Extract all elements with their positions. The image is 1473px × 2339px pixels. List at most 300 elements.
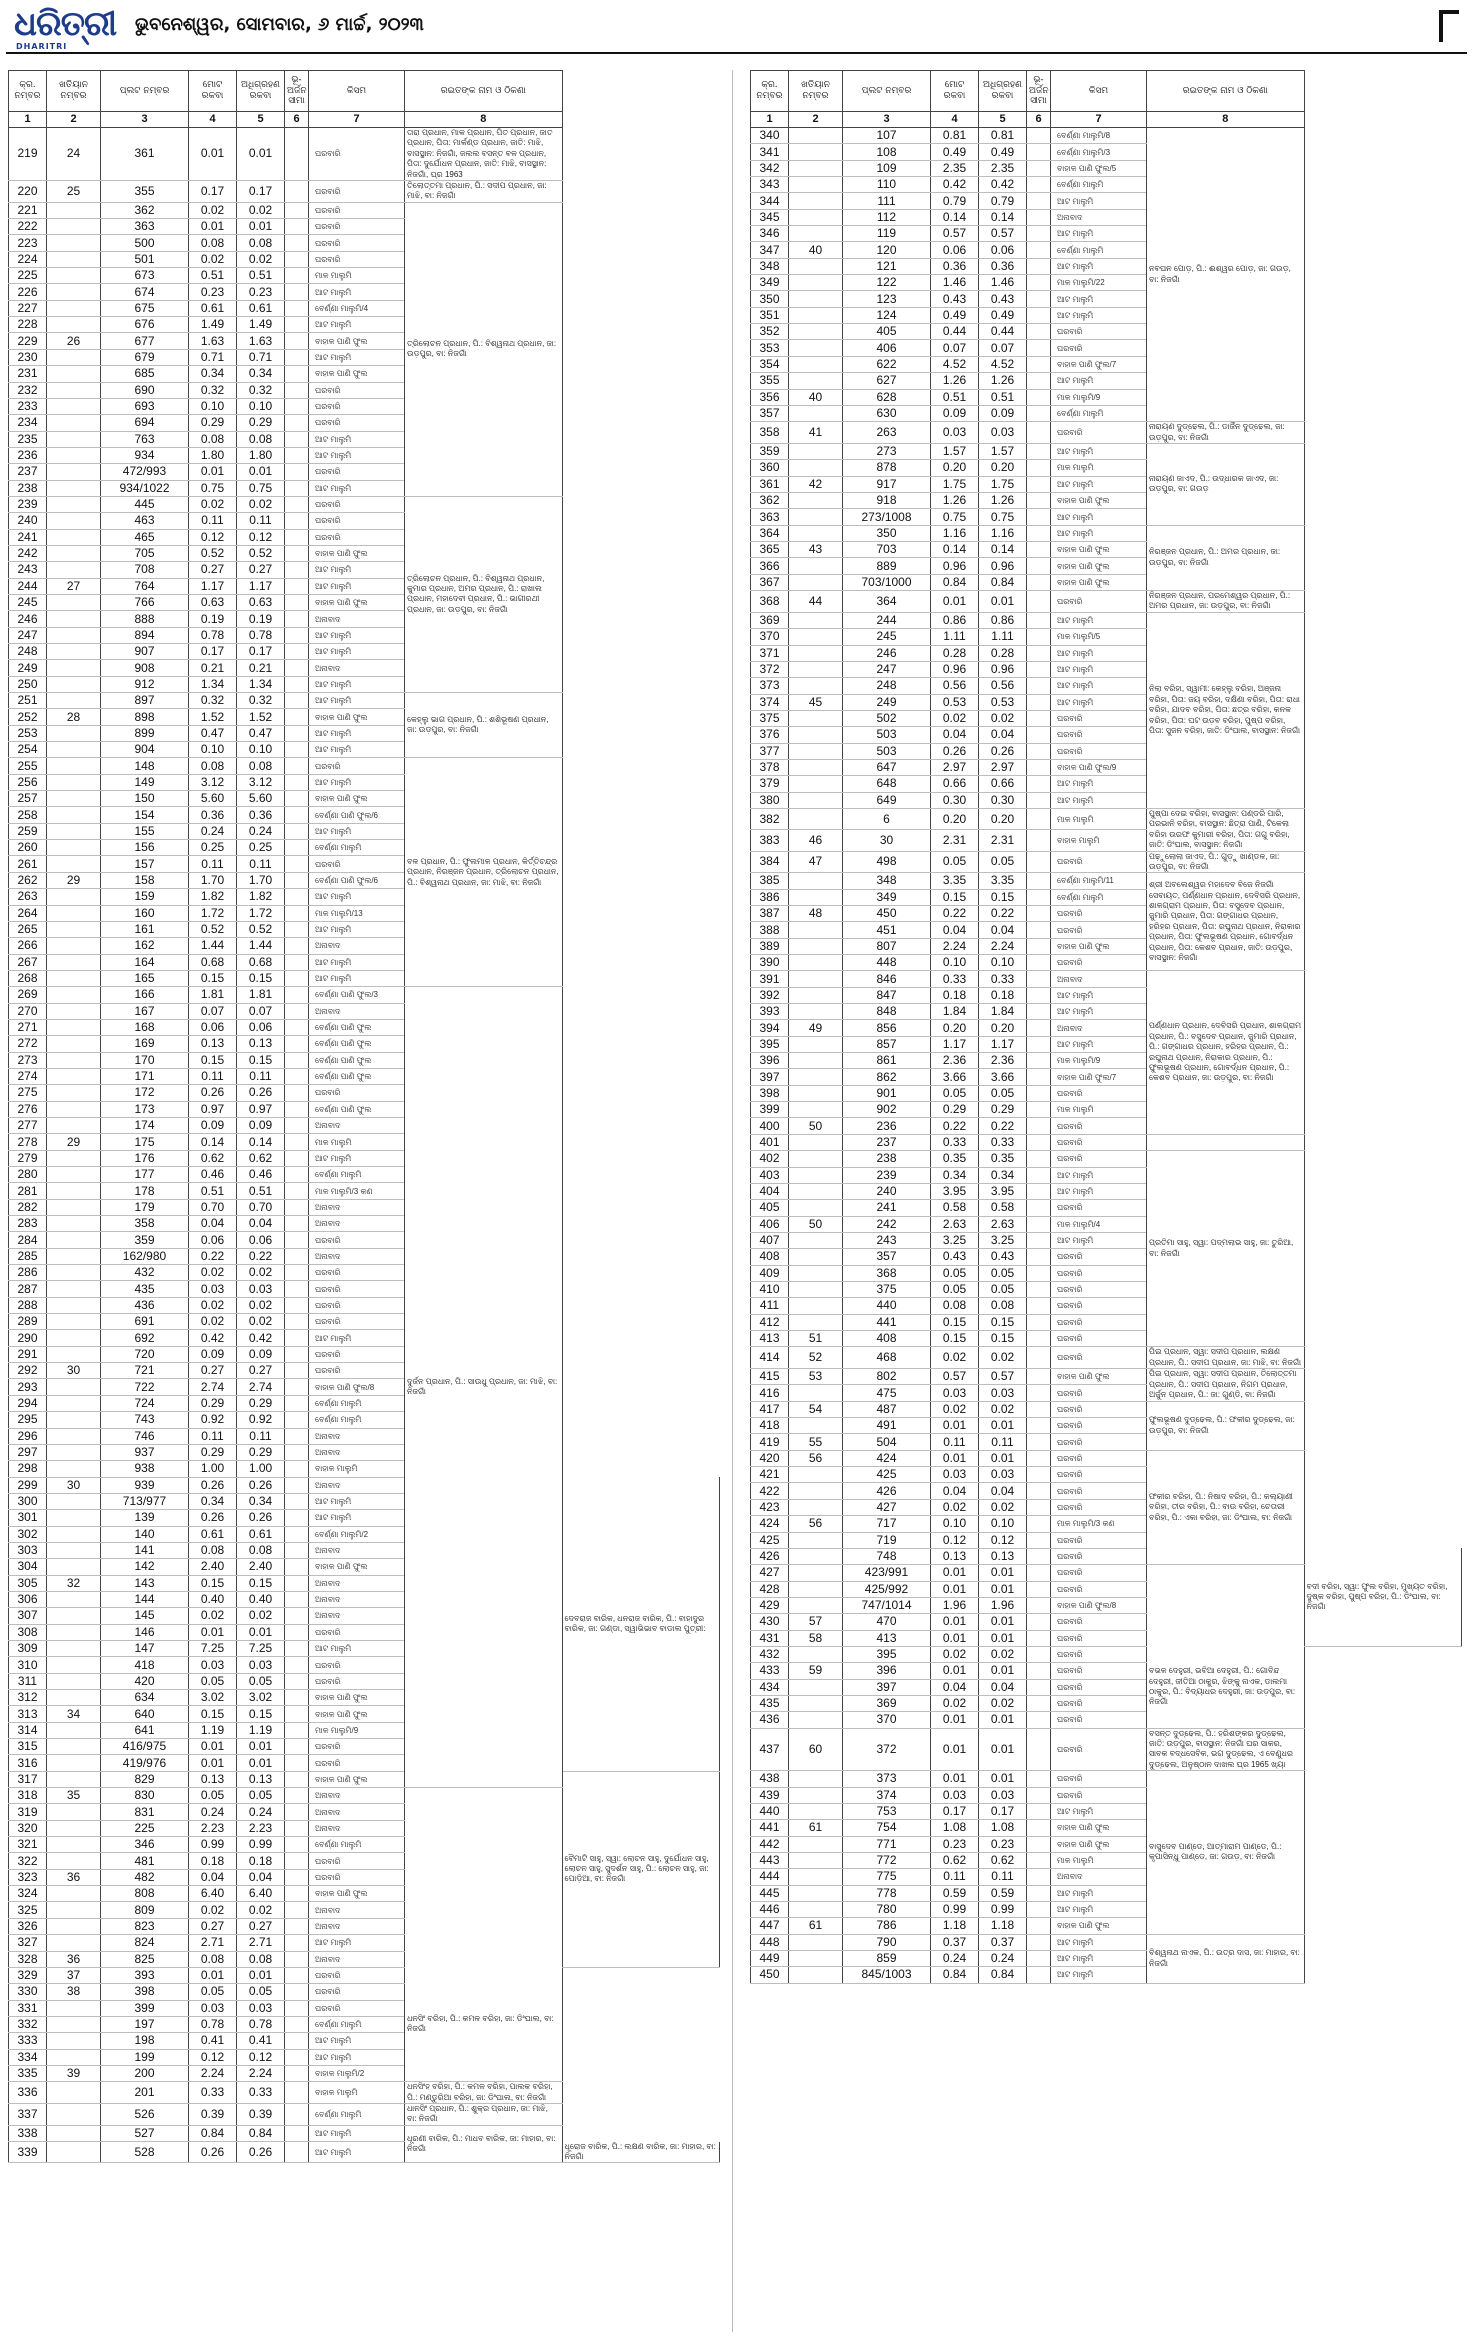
serial-cell: 267	[9, 954, 47, 970]
limit-cell	[285, 1935, 309, 1951]
plot-cell: 846	[843, 971, 931, 987]
plot-cell: 790	[843, 1934, 931, 1950]
acquired-area-cell: 0.24	[237, 1804, 285, 1820]
plot-cell: 165	[101, 970, 189, 986]
serial-cell: 224	[9, 251, 47, 267]
total-area-cell: 0.99	[189, 1837, 237, 1853]
limit-cell	[1027, 661, 1051, 677]
header-serial: କ୍ର. ନମ୍ବର	[751, 71, 789, 112]
acquired-area-cell: 0.56	[979, 678, 1027, 694]
total-area-cell: 0.23	[189, 284, 237, 300]
table-row	[751, 525, 1462, 541]
plot-cell: 847	[843, 987, 931, 1003]
kisam-cell: ଅନାବାଦ	[309, 1428, 405, 1444]
kisam-cell: ବେର୍ଣ୍ଣା ପାଣି ଫୁଲ	[309, 1068, 405, 1084]
acquired-area-cell: 0.02	[237, 496, 285, 512]
khatiyan-cell	[47, 398, 101, 414]
total-area-cell: 0.81	[931, 128, 979, 144]
serial-cell: 358	[751, 422, 789, 444]
kisam-cell: ଘରବାରି	[1051, 1679, 1147, 1695]
plot-cell: 902	[843, 1102, 931, 1118]
table-row	[9, 415, 720, 431]
kisam-cell: ଆଟ ମାଲୁମି	[309, 725, 405, 741]
acquired-area-cell: 1.11	[979, 629, 1027, 645]
table-row	[9, 889, 720, 905]
table-row	[9, 219, 720, 235]
kisam-cell: ବାହାଳ ମାଲୁମି/2	[309, 2065, 405, 2081]
table-row	[9, 1281, 720, 1297]
total-area-cell: 0.36	[931, 258, 979, 274]
limit-cell	[1027, 356, 1051, 372]
serial-cell: 355	[751, 373, 789, 389]
serial-cell: 242	[9, 545, 47, 561]
serial-cell: 356	[751, 389, 789, 405]
plot-cell: 368	[843, 1265, 931, 1281]
kisam-cell: ଆଟ ମାଲୁମି	[309, 1640, 405, 1656]
kisam-cell: ବାହାଳ ମାଲୁମି	[1051, 830, 1147, 851]
khatiyan-cell	[47, 529, 101, 545]
column-number: 5	[979, 112, 1027, 128]
plot-cell: 470	[843, 1614, 931, 1630]
serial-cell: 373	[751, 678, 789, 694]
serial-cell: 398	[751, 1085, 789, 1101]
plot-cell: 146	[101, 1624, 189, 1640]
total-area-cell: 0.01	[189, 1739, 237, 1755]
total-area-cell: 0.26	[189, 1510, 237, 1526]
limit-cell	[285, 791, 309, 807]
limit-cell	[285, 1003, 309, 1019]
acquired-area-cell: 0.05	[237, 1673, 285, 1689]
acquired-area-cell: 0.97	[237, 1101, 285, 1117]
khatiyan-cell	[47, 921, 101, 937]
acquired-area-cell: 5.60	[237, 791, 285, 807]
khatiyan-cell	[47, 496, 101, 512]
plot-cell: 647	[843, 759, 931, 775]
limit-cell	[285, 300, 309, 316]
plot-cell: 162/980	[101, 1248, 189, 1264]
total-area-cell: 0.47	[189, 725, 237, 741]
limit-cell	[285, 1804, 309, 1820]
table-row	[9, 840, 720, 856]
serial-cell: 364	[751, 525, 789, 541]
plot-cell: 904	[101, 742, 189, 758]
plot-cell: 713/977	[101, 1493, 189, 1509]
header-plot: ପ୍ଲଟ ନମ୍ବର	[843, 71, 931, 112]
kisam-cell: ଆଟ ମାଲୁମି	[309, 676, 405, 692]
limit-cell	[285, 464, 309, 480]
total-area-cell: 0.11	[931, 1869, 979, 1885]
serial-cell: 384	[751, 851, 789, 873]
owner-cell: ଧନସିଂ ବରିହା, ପି.: କମଳ ବରିହା, ଜା: ଡିଂଘାଲ, ବା: ନିଜଗାଁ	[405, 1967, 563, 2081]
limit-cell	[285, 2065, 309, 2081]
table-row	[751, 1401, 1462, 1417]
khatiyan-cell	[47, 807, 101, 823]
acquired-area-cell: 0.14	[979, 209, 1027, 225]
total-area-cell: 0.11	[189, 513, 237, 529]
acquired-area-cell: 0.39	[237, 2104, 285, 2126]
plot-cell: 766	[101, 594, 189, 610]
khatiyan-cell: 56	[789, 1516, 843, 1532]
limit-cell	[285, 1183, 309, 1199]
owner-cell: ପିଇ ପ୍ରଧାନ, ସ୍ୱା: ସଦୀପ ପ୍ରଧାନ, ତିଲୋତ୍ତମା ପ୍ରଧାନ, ପି.: ସଦୀପ ପ୍ରଧାନ, ନିଗମ ପ୍ରଧାନ, ଅର୍ଜୁନ ପ୍ରଧାନ, ପି.: ଜା: ଗୁଣ୍ଡି, ବା: ନିଜଗାଁ	[1147, 1369, 1305, 1402]
serial-cell: 346	[751, 226, 789, 242]
owner-cell: ନବଘନ ପୋଡ଼, ପି.: ଈଶ୍ୱର ପୋଡ଼, ଜା: ଗଉଡ଼, ବା: ନିଜଗାଁ	[1147, 128, 1305, 422]
table-row	[751, 1467, 1462, 1483]
kisam-cell: ଅନାବାଦ	[309, 1542, 405, 1558]
kisam-cell: ଘରବାରି	[309, 1967, 405, 1983]
khatiyan-cell	[789, 1499, 843, 1515]
total-area-cell: 0.78	[189, 2016, 237, 2032]
acquired-area-cell: 0.03	[979, 1467, 1027, 1483]
plot-cell: 176	[101, 1150, 189, 1166]
limit-cell	[285, 1281, 309, 1297]
kisam-cell: ଘରବାରି	[1051, 922, 1147, 938]
kisam-cell: ଘରବାରି	[309, 398, 405, 414]
limit-cell	[1027, 324, 1051, 340]
table-row	[9, 594, 720, 610]
khatiyan-cell: 49	[789, 1020, 843, 1036]
land-table-left	[8, 70, 720, 2163]
total-area-cell: 0.68	[189, 954, 237, 970]
total-area-cell: 0.26	[189, 2142, 237, 2163]
limit-cell	[285, 1967, 309, 1983]
serial-cell: 418	[751, 1418, 789, 1434]
plot-cell: 397	[843, 1679, 931, 1695]
kisam-cell: ବେର୍ଣ୍ଣା ପାଣି ଫୁଲ/3	[309, 987, 405, 1003]
plot-cell: 861	[843, 1053, 931, 1069]
acquired-area-cell: 0.23	[979, 1836, 1027, 1852]
acquired-area-cell: 2.71	[237, 1935, 285, 1951]
limit-cell	[285, 1771, 309, 1787]
limit-cell	[285, 1510, 309, 1526]
khatiyan-cell	[789, 1036, 843, 1052]
khatiyan-cell	[789, 443, 843, 459]
kisam-cell: ଆଟ ମାଲୁମି	[309, 823, 405, 839]
plot-cell: 448	[843, 955, 931, 971]
total-area-cell: 0.11	[189, 1068, 237, 1084]
serial-cell: 416	[751, 1385, 789, 1401]
acquired-area-cell: 0.03	[237, 1281, 285, 1297]
total-area-cell: 0.05	[189, 1673, 237, 1689]
khatiyan-cell	[47, 366, 101, 382]
plot-cell: 856	[843, 1020, 931, 1036]
total-area-cell: 0.09	[931, 405, 979, 421]
plot-cell: 468	[843, 1347, 931, 1369]
kisam-cell: ବାହାଳ ପାଣି ଫୁଲ/5	[1051, 160, 1147, 176]
serial-cell: 393	[751, 1004, 789, 1020]
limit-cell	[285, 938, 309, 954]
table-row	[9, 1265, 720, 1281]
total-area-cell: 0.02	[189, 1265, 237, 1281]
plot-cell: 649	[843, 792, 931, 808]
serial-cell: 380	[751, 792, 789, 808]
plot-cell: 249	[843, 694, 931, 710]
kisam-cell: ଅନାବାଦ	[309, 660, 405, 676]
serial-cell: 351	[751, 307, 789, 323]
plot-cell: 375	[843, 1281, 931, 1297]
serial-cell: 295	[9, 1412, 47, 1428]
plot-cell: 640	[101, 1706, 189, 1722]
table-row	[751, 258, 1462, 274]
plot-cell: 717	[843, 1516, 931, 1532]
plot-cell: 862	[843, 1069, 931, 1085]
acquired-area-cell: 0.13	[237, 1771, 285, 1787]
serial-cell: 448	[751, 1934, 789, 1950]
acquired-area-cell: 0.18	[237, 1853, 285, 1869]
acquired-area-cell: 0.02	[237, 1902, 285, 1918]
acquired-area-cell: 0.27	[237, 1918, 285, 1934]
serial-cell: 432	[751, 1646, 789, 1662]
limit-cell	[1027, 792, 1051, 808]
table-row	[9, 742, 720, 758]
acquired-area-cell: 0.07	[979, 340, 1027, 356]
serial-cell: 288	[9, 1297, 47, 1313]
khatiyan-cell	[789, 1901, 843, 1917]
serial-cell: 316	[9, 1755, 47, 1771]
acquired-area-cell: 0.61	[237, 300, 285, 316]
limit-cell	[285, 987, 309, 1003]
limit-cell	[1027, 177, 1051, 193]
plot-cell: 641	[101, 1722, 189, 1738]
khatiyan-cell	[47, 1935, 101, 1951]
limit-cell	[1027, 574, 1051, 590]
serial-cell: 248	[9, 644, 47, 660]
total-area-cell: 0.43	[931, 291, 979, 307]
plot-cell: 123	[843, 291, 931, 307]
khatiyan-cell	[47, 1804, 101, 1820]
serial-cell: 338	[9, 2125, 47, 2141]
kisam-cell: ଘରବାରି	[1051, 324, 1147, 340]
table-row	[751, 1183, 1462, 1199]
header-acquired-area: ଅଧିଗ୍ରହଣ ରକବା	[979, 71, 1027, 112]
total-area-cell: 0.01	[931, 1712, 979, 1728]
table-row	[751, 1298, 1462, 1314]
table-row	[9, 1134, 720, 1150]
table-row	[9, 709, 720, 725]
plot-cell: 6	[843, 808, 931, 829]
owner-cell: ନିରଞ୍ଜନ ପ୍ରଧାନ, ପି.: ଅମର ପ୍ରଧାନ, ଜା: ଉଡ଼ପୁର, ବା: ନିଜଗାଁ	[1147, 525, 1305, 590]
table-row	[9, 791, 720, 807]
kisam-cell: ଘରବାରି	[309, 128, 405, 181]
serial-cell: 345	[751, 209, 789, 225]
khatiyan-cell	[47, 987, 101, 1003]
header-plot: ପ୍ଲଟ ନମ୍ବର	[101, 71, 189, 112]
total-area-cell: 0.24	[189, 1804, 237, 1820]
acquired-area-cell: 2.35	[979, 160, 1027, 176]
kisam-cell: ଘରବାରି	[1051, 1728, 1147, 1771]
total-area-cell: 1.19	[189, 1722, 237, 1738]
acquired-area-cell: 0.15	[237, 970, 285, 986]
table-row	[9, 954, 720, 970]
kisam-cell: ଆଟ ମାଲୁମି	[309, 1935, 405, 1951]
acquired-area-cell: 0.04	[979, 922, 1027, 938]
owner-cell-empty	[1147, 1134, 1305, 1150]
khatiyan-cell	[789, 629, 843, 645]
table-row	[9, 398, 720, 414]
khatiyan-cell	[47, 480, 101, 496]
total-area-cell: 0.13	[189, 1036, 237, 1052]
kisam-cell: ଘରବାରି	[1051, 743, 1147, 759]
kisam-cell: ମାଳ ମାଲୁମି	[1051, 1852, 1147, 1868]
khatiyan-cell	[47, 513, 101, 529]
khatiyan-cell	[47, 1722, 101, 1738]
kisam-cell: ବାହାଳ ପାଣି ଫୁଲ	[1051, 574, 1147, 590]
serial-cell: 225	[9, 268, 47, 284]
khatiyan-cell: 29	[47, 872, 101, 888]
acquired-area-cell: 1.34	[237, 676, 285, 692]
khatiyan-cell: 24	[47, 128, 101, 181]
khatiyan-cell	[789, 661, 843, 677]
total-area-cell: 0.04	[189, 1216, 237, 1232]
khatiyan-cell	[789, 324, 843, 340]
limit-cell	[285, 1036, 309, 1052]
limit-cell	[285, 2142, 309, 2163]
serial-cell: 253	[9, 725, 47, 741]
acquired-area-cell: 0.15	[979, 1330, 1027, 1346]
kisam-cell: ବାହାଳ ପାଣି ଫୁଲ	[309, 1706, 405, 1722]
plot-cell: 753	[843, 1803, 931, 1819]
khatiyan-cell	[47, 447, 101, 463]
kisam-cell: ଅନାବାଦ	[1051, 209, 1147, 225]
plot-cell: 425/992	[843, 1581, 931, 1597]
limit-cell	[285, 1461, 309, 1477]
owner-cell: ଦେବରାଜ ବାରିକ, ଧନରାଜ ବାରିକ, ପି.: ବାହାଦୁର ବାରିକ, ଜା: ଗଣ୍ଡା, ସ୍ୱାଭିଭାବ ବାଡାଲ ପୁତ୍ରୀ:	[562, 1477, 720, 1771]
table-row	[9, 180, 720, 202]
serial-cell: 219	[9, 128, 47, 181]
limit-cell	[285, 1428, 309, 1444]
acquired-area-cell: 0.12	[979, 1532, 1027, 1548]
limit-cell	[285, 709, 309, 725]
total-area-cell: 0.05	[189, 1788, 237, 1804]
serial-cell: 372	[751, 661, 789, 677]
plot-cell: 939	[101, 1477, 189, 1493]
serial-cell: 436	[751, 1712, 789, 1728]
khatiyan-cell	[47, 774, 101, 790]
khatiyan-cell: 50	[789, 1118, 843, 1134]
column-number: 7	[309, 112, 405, 128]
limit-cell	[285, 1314, 309, 1330]
table-row	[751, 1548, 1462, 1564]
plot-cell: 348	[843, 873, 931, 889]
total-area-cell: 0.12	[189, 529, 237, 545]
column-number: 2	[789, 112, 843, 128]
acquired-area-cell: 2.23	[237, 1820, 285, 1836]
khatiyan-cell	[789, 177, 843, 193]
plot-cell: 357	[843, 1249, 931, 1265]
land-table-right	[750, 70, 1462, 1984]
kisam-cell: ଆଟ ମାଲୁମି	[1051, 1004, 1147, 1020]
total-area-cell: 0.51	[931, 389, 979, 405]
limit-cell	[1027, 889, 1051, 905]
acquired-area-cell: 0.15	[237, 1052, 285, 1068]
serial-cell: 258	[9, 807, 47, 823]
limit-cell	[285, 1902, 309, 1918]
acquired-area-cell: 0.11	[237, 1428, 285, 1444]
khatiyan-cell	[789, 1869, 843, 1885]
limit-cell	[1027, 851, 1051, 873]
limit-cell	[1027, 1298, 1051, 1314]
serial-cell: 277	[9, 1117, 47, 1133]
table-row	[751, 1232, 1462, 1248]
kisam-cell: ଅନାବାଦ	[309, 1918, 405, 1934]
khatiyan-cell: 59	[789, 1663, 843, 1679]
khatiyan-cell	[47, 611, 101, 627]
acquired-area-cell: 0.43	[979, 291, 1027, 307]
table-row	[751, 727, 1462, 743]
newspaper-logo: ଧରିତ୍ରୀ	[14, 4, 117, 44]
kisam-cell: ଆଟ ମାଲୁମି	[1051, 1901, 1147, 1917]
table-row	[9, 1003, 720, 1019]
total-area-cell: 0.20	[931, 460, 979, 476]
serial-cell: 301	[9, 1510, 47, 1526]
plot-cell: 161	[101, 921, 189, 937]
serial-cell: 296	[9, 1428, 47, 1444]
serial-cell: 332	[9, 2016, 47, 2032]
plot-cell: 500	[101, 235, 189, 251]
plot-cell: 845/1003	[843, 1967, 931, 1983]
kisam-cell: ଘରବାରି	[309, 1346, 405, 1362]
serial-cell: 314	[9, 1722, 47, 1738]
table-row	[9, 627, 720, 643]
acquired-area-cell: 1.17	[979, 1036, 1027, 1052]
kisam-cell: ମାଳ ମାଲୁମି/9	[309, 1722, 405, 1738]
acquired-area-cell: 0.04	[237, 1869, 285, 1885]
table-row	[751, 808, 1462, 829]
plot-cell: 396	[843, 1663, 931, 1679]
total-area-cell: 0.08	[189, 431, 237, 447]
limit-cell	[285, 1722, 309, 1738]
plot-cell: 408	[843, 1330, 931, 1346]
limit-cell	[1027, 340, 1051, 356]
plot-cell: 170	[101, 1052, 189, 1068]
limit-cell	[1027, 144, 1051, 160]
kisam-cell: ମାଳ ମାଲୁମି	[1051, 808, 1147, 829]
table-row	[9, 644, 720, 660]
kisam-cell: ମାଳ ମାଲୁମି	[309, 268, 405, 284]
acquired-area-cell: 1.49	[237, 317, 285, 333]
khatiyan-cell	[789, 558, 843, 574]
kisam-cell: ଘରବାରି	[1051, 1347, 1147, 1369]
plot-cell: 802	[843, 1369, 931, 1385]
table-row	[751, 1918, 1462, 1934]
limit-cell	[285, 954, 309, 970]
acquired-area-cell: 0.05	[979, 851, 1027, 873]
khatiyan-cell	[789, 373, 843, 389]
plot-cell: 907	[101, 644, 189, 660]
total-area-cell: 0.08	[189, 1951, 237, 1967]
total-area-cell: 1.34	[189, 676, 237, 692]
serial-cell: 357	[751, 405, 789, 421]
khatiyan-cell	[789, 160, 843, 176]
acquired-area-cell: 0.36	[237, 807, 285, 823]
limit-cell	[1027, 1151, 1051, 1167]
limit-cell	[1027, 1663, 1051, 1679]
limit-cell	[1027, 1499, 1051, 1515]
serial-cell: 290	[9, 1330, 47, 1346]
total-area-cell: 0.01	[189, 1755, 237, 1771]
total-area-cell: 0.03	[931, 422, 979, 444]
total-area-cell: 7.25	[189, 1640, 237, 1656]
serial-cell: 299	[9, 1477, 47, 1493]
serial-cell: 392	[751, 987, 789, 1003]
total-area-cell: 0.22	[189, 1248, 237, 1264]
limit-cell	[285, 1395, 309, 1411]
limit-cell	[285, 447, 309, 463]
limit-cell	[285, 627, 309, 643]
header-kisam: କିସମ	[1051, 71, 1147, 112]
total-area-cell: 0.75	[931, 509, 979, 525]
limit-cell	[1027, 1200, 1051, 1216]
